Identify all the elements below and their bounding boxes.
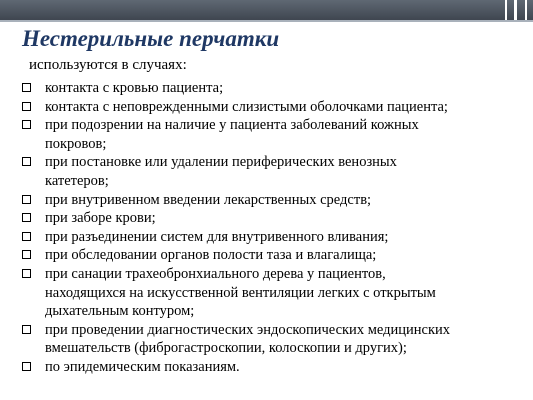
list-item-text: при разъединении систем для внутривенного вливания; [45,228,389,245]
square-bullet-icon [22,213,31,222]
square-bullet-icon [22,195,31,204]
slide-subtitle: используются в случаях: [29,57,187,73]
list-item [0,321,533,358]
list-item-text: при обследовании органов полости таза и влагалища; [45,247,377,264]
list-item-text: при проведении диагностических эндоскопических медицинских вмешательств (фиброгастроскопии, колоскопии и других); [45,321,451,357]
slide-header-bar [0,0,533,20]
list-item-text: контакта с неповрежденными слизистыми оболочками пациента; [45,98,448,115]
list-item [0,246,533,265]
square-bullet-icon [22,325,31,334]
slide-title: Нестерильные перчатки [22,26,280,51]
list-item-text: контакта с кровью пациента; [45,80,224,96]
list-item [0,209,533,228]
square-bullet-icon [22,362,31,371]
indications-list [0,79,533,377]
square-bullet-icon [22,250,31,259]
header-decoration-stripe [525,0,527,20]
list-item-text: при подозрении на наличие у пациента заболеваний кожных покровов; [45,117,419,152]
list-item-text: по эпидемическим показаниям. [45,358,240,375]
square-bullet-icon [22,269,31,278]
header-decoration-stripe [505,0,507,20]
square-bullet-icon [22,83,31,92]
list-item-text: при постановке или удалении периферических венозных катетеров; [45,154,397,189]
list-item-text: при заборе крови; [45,210,156,227]
list-item [0,265,533,321]
list-item [0,98,533,117]
square-bullet-icon [22,232,31,241]
header-decoration-stripe [514,0,517,20]
list-item [0,79,533,98]
list-item [0,358,533,377]
square-bullet-icon [22,157,31,166]
list-item [0,191,533,210]
header-divider [0,20,533,22]
list-item-text: при санации трахеобронхиального дерева у пациентов, находящихся на искусственной вентиляции легких с открытым дыхательным контуром; [45,265,436,320]
list-item [0,228,533,247]
square-bullet-icon [22,120,31,129]
list-item [0,116,533,153]
list-item [0,153,533,190]
list-item-text: при внутривенном введении лекарственных средств; [45,191,372,208]
square-bullet-icon [22,102,31,111]
